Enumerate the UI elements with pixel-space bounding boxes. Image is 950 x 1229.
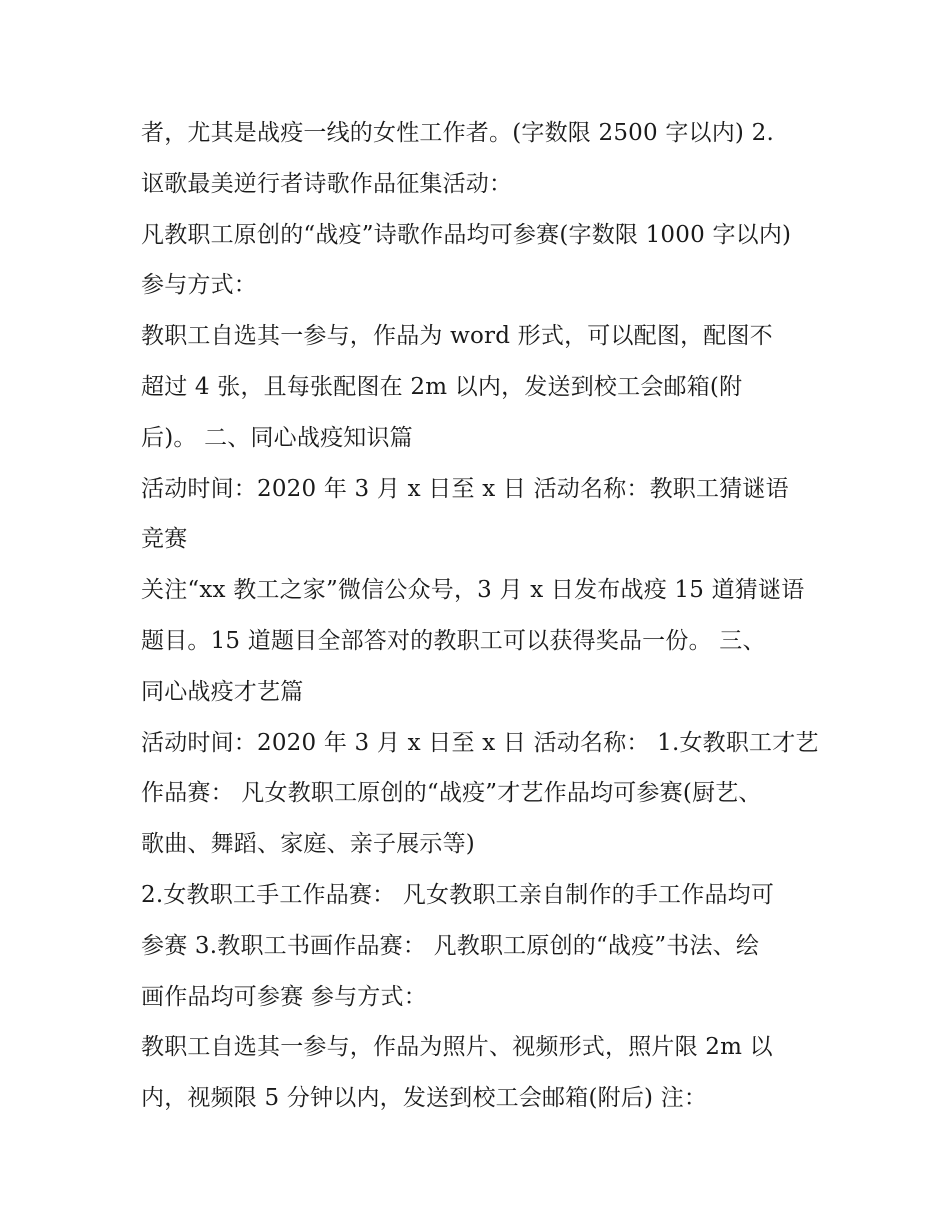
text-line-18: 画作品均可参赛 参与方式： <box>141 983 427 1010</box>
text-line-17: 参赛 3.教职工书画作品赛： 凡教职工原创的“战疫”书法、绘 <box>141 932 760 959</box>
text-line-11: 题目。15 道题目全部答对的教职工可以获得奖品一份。 三、 <box>141 627 766 654</box>
text-line-14: 作品赛： 凡女教职工原创的“战疫”才艺作品均可参赛(厨艺、 <box>141 780 762 807</box>
text-line-10: 关注“xx 教工之家”微信公众号，3 月 x 日发布战疫 15 道猜谜语 <box>141 577 805 604</box>
text-line-4: 参与方式： <box>141 272 257 299</box>
text-line-16: 2.女教职工手工作品赛： 凡女教职工亲自制作的手工作品均可 <box>141 881 775 908</box>
text-line-12: 同心战疫才艺篇 <box>141 678 304 705</box>
text-line-1: 者，尤其是战疫一线的女性工作者。(字数限 2500 字以内) 2. <box>141 120 774 146</box>
text-line-5: 教职工自选其一参与，作品为 word 形式，可以配图，配图不 <box>141 323 773 350</box>
text-line-20: 内，视频限 5 分钟以内，发送到校工会邮箱(附后) 注： <box>141 1085 708 1112</box>
text-line-9: 竞赛 <box>141 526 188 553</box>
text-line-13: 活动时间：2020 年 3 月 x 日至 x 日 活动名称： 1.女教职工才艺 <box>141 729 819 756</box>
text-line-6: 超过 4 张，且每张配图在 2m 以内，发送到校工会邮箱(附 <box>141 373 743 400</box>
text-line-7: 后)。 二、同心战疫知识篇 <box>141 424 413 451</box>
text-line-3: 凡教职工原创的“战疫”诗歌作品均可参赛(字数限 1000 字以内) <box>141 221 792 248</box>
text-line-19: 教职工自选其一参与，作品为照片、视频形式，照片限 2m 以 <box>141 1034 773 1061</box>
text-line-15: 歌曲、舞蹈、家庭、亲子展示等) <box>141 831 475 858</box>
document-body <box>141 108 821 1124</box>
text-line-2: 讴歌最美逆行者诗歌作品征集活动： <box>141 170 513 197</box>
text-line-8: 活动时间：2020 年 3 月 x 日至 x 日 活动名称：教职工猜谜语 <box>141 475 789 502</box>
